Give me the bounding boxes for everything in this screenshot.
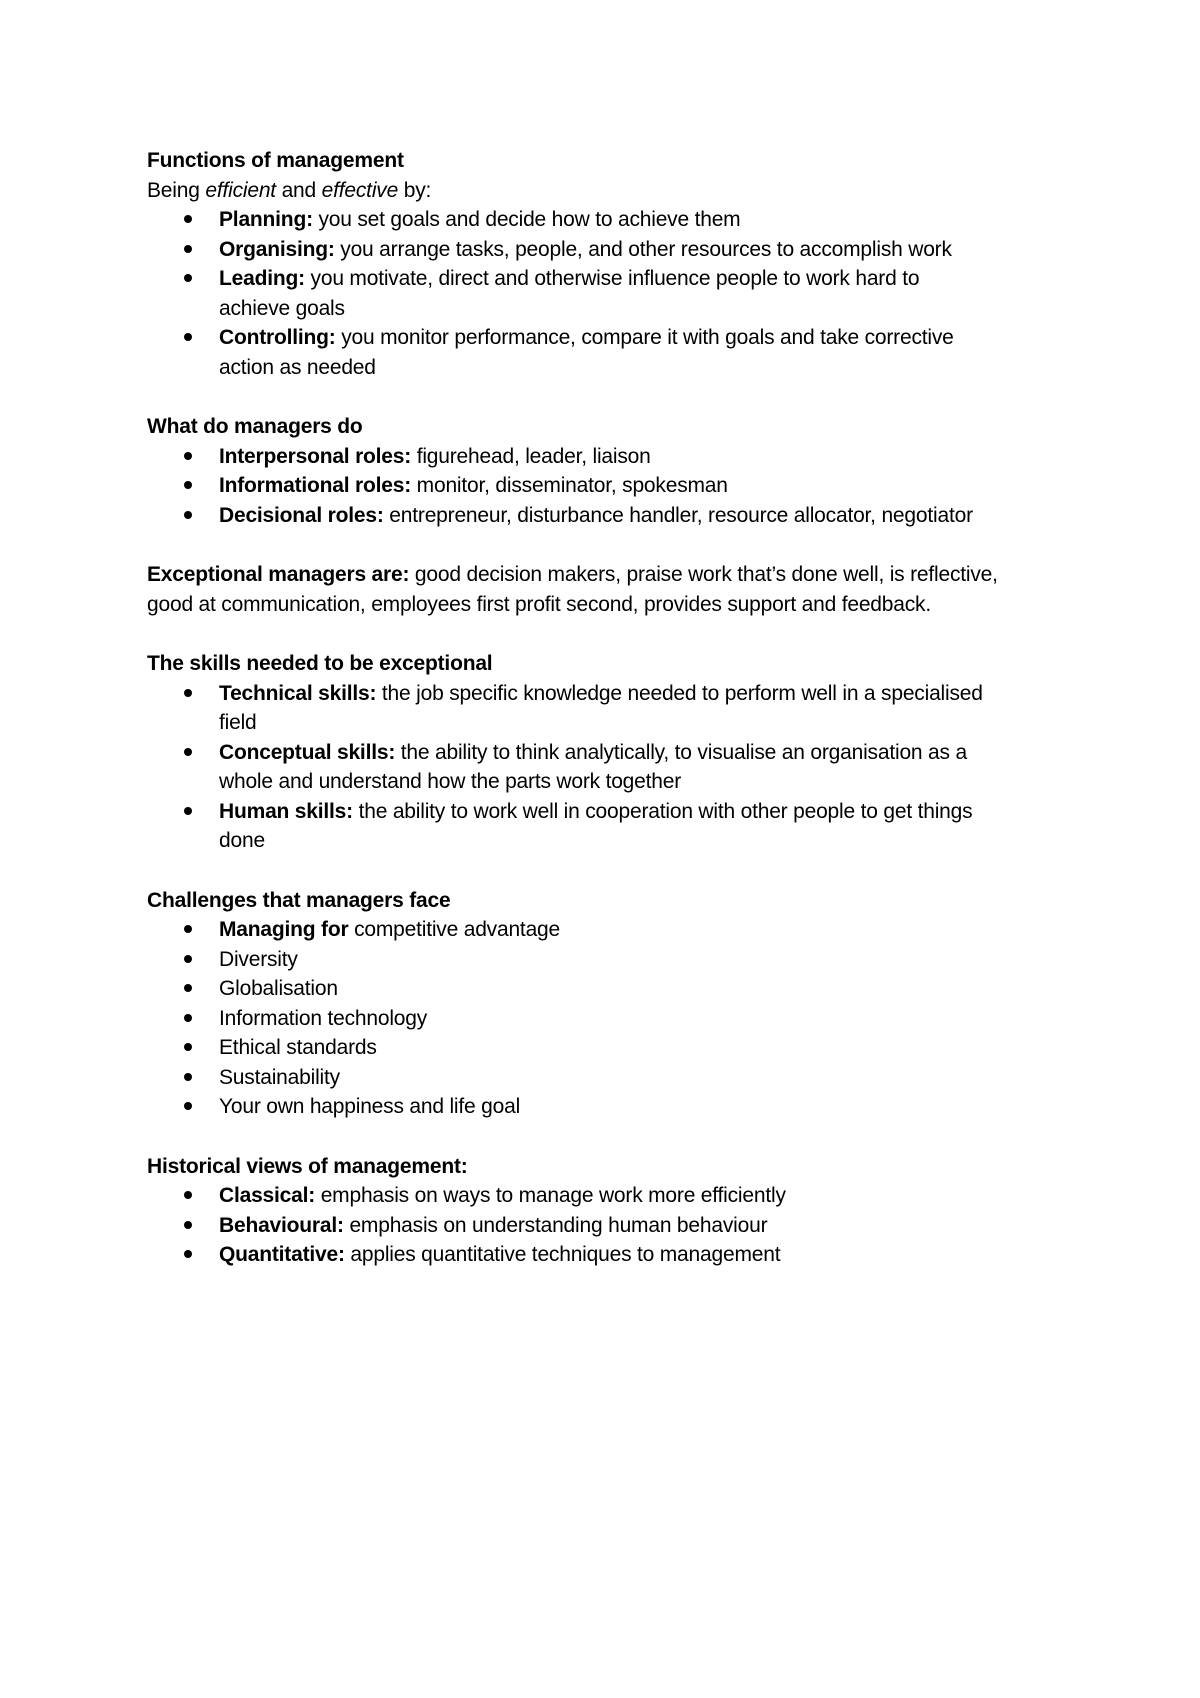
item-text-cont: action as needed — [219, 355, 376, 379]
item-text: Ethical standards — [219, 1036, 377, 1059]
item-text: emphasis on understanding human behaviour — [343, 1213, 768, 1237]
list-item — [147, 974, 1067, 1004]
paragraph-term: Exceptional managers are: — [147, 563, 410, 586]
item-text: applies quantitative techniques to management — [344, 1243, 781, 1266]
bullet-icon — [184, 748, 192, 756]
spacer — [147, 856, 1067, 886]
item-term: Leading: — [219, 267, 305, 290]
list-item — [147, 1211, 1067, 1241]
list-item — [147, 323, 1067, 382]
item-text: Sustainability — [219, 1065, 340, 1089]
intro-effective: effective — [321, 178, 399, 202]
item-text: figurehead, leader, liaison — [411, 444, 651, 468]
list-item — [147, 915, 1067, 945]
list-item — [147, 205, 1067, 235]
item-text: Your own happiness and life goal — [219, 1095, 521, 1118]
item-text: the ability to work well in cooperation with other people to get things — [352, 799, 973, 823]
list-item — [147, 501, 1067, 531]
list-item — [147, 1063, 1067, 1093]
list-item — [147, 738, 1067, 797]
item-term: Technical skills: — [219, 681, 377, 705]
item-text: you set goals and decide how to achieve them — [312, 208, 741, 231]
bullet-icon — [184, 1043, 192, 1051]
item-text: you monitor performance, compare it with goals and take corrective — [335, 326, 954, 349]
item-text-cont: field — [219, 711, 257, 734]
bullet-icon — [184, 1221, 192, 1229]
item-text-cont: done — [219, 829, 265, 852]
bullet-icon — [184, 689, 192, 697]
item-text: entrepreneur, disturbance handler, resource allocator, negotiator — [383, 503, 973, 527]
list-item — [147, 945, 1067, 975]
intro-middle: and — [275, 178, 322, 202]
item-text-cont: achieve goals — [219, 296, 345, 320]
list-item — [147, 1092, 1067, 1122]
bullet-icon — [184, 984, 192, 992]
list-item — [147, 679, 1067, 738]
bullet-icon — [184, 925, 192, 933]
item-text: monitor, disseminator, spokesman — [411, 474, 728, 497]
bullet-icon — [184, 245, 192, 253]
item-text: Globalisation — [219, 977, 338, 1000]
bullet-icon — [184, 1014, 192, 1022]
managers-do-list — [147, 442, 1067, 531]
item-text: you motivate, direct and otherwise influence people to work hard to — [304, 267, 920, 290]
bullet-icon — [184, 215, 192, 223]
item-term: Informational roles: — [219, 474, 412, 497]
list-item — [147, 1240, 1067, 1270]
paragraph-text: good decision makers, praise work that’s done well, is reflective, — [409, 563, 998, 586]
bullet-icon — [184, 452, 192, 460]
list-item — [147, 797, 1067, 856]
bullet-icon — [184, 511, 192, 519]
bullet-icon — [184, 1102, 192, 1110]
item-term: Interpersonal roles: — [219, 444, 412, 468]
item-term: Behavioural: — [219, 1213, 344, 1237]
functions-list — [147, 205, 1067, 382]
exceptional-managers-paragraph — [147, 560, 1067, 619]
spacer — [147, 619, 1067, 649]
intro-suffix: by: — [398, 178, 432, 202]
list-item — [147, 1181, 1067, 1211]
paragraph-text-cont: good at communication, employees first profit second, provides support and feedback. — [147, 592, 931, 616]
section-heading-challenges: Challenges that managers face — [147, 888, 451, 912]
item-term: Organising: — [219, 237, 335, 261]
section-heading-historical: Historical views of management: — [147, 1154, 468, 1178]
section-heading-functions: Functions of management — [147, 149, 404, 172]
functions-intro — [147, 176, 1067, 206]
bullet-icon — [184, 1073, 192, 1081]
list-item — [147, 264, 1067, 323]
challenges-list — [147, 915, 1067, 1122]
item-term: Decisional roles: — [219, 503, 384, 527]
item-term: Human skills: — [219, 799, 353, 823]
list-item — [147, 235, 1067, 265]
list-item — [147, 442, 1067, 472]
item-text: emphasis on ways to manage work more efficiently — [315, 1184, 786, 1207]
spacer — [147, 530, 1067, 560]
item-text: Diversity — [219, 947, 298, 971]
historical-list — [147, 1181, 1067, 1270]
list-item — [147, 471, 1067, 501]
item-term: Classical: — [219, 1184, 316, 1207]
item-text: competitive advantage — [348, 918, 561, 941]
document-page — [147, 146, 1067, 1270]
list-item — [147, 1004, 1067, 1034]
item-term: Conceptual skills: — [219, 740, 396, 764]
list-item — [147, 1033, 1067, 1063]
spacer — [147, 382, 1067, 412]
bullet-icon — [184, 955, 192, 963]
bullet-icon — [184, 333, 192, 341]
section-heading-managers-do: What do managers do — [147, 415, 363, 438]
item-term: Managing for — [219, 918, 349, 941]
section-heading-skills: The skills needed to be exceptional — [147, 652, 493, 675]
item-term: Planning: — [219, 208, 313, 231]
bullet-icon — [184, 274, 192, 282]
item-text-cont: whole and understand how the parts work together — [219, 770, 682, 793]
bullet-icon — [184, 481, 192, 489]
spacer — [147, 1122, 1067, 1152]
intro-prefix: Being — [147, 178, 206, 202]
bullet-icon — [184, 1250, 192, 1258]
bullet-icon — [184, 807, 192, 815]
item-term: Controlling: — [219, 326, 336, 349]
item-text: you arrange tasks, people, and other resources to accomplish work — [334, 237, 952, 261]
item-term: Quantitative: — [219, 1243, 345, 1266]
bullet-icon — [184, 1191, 192, 1199]
skills-list — [147, 679, 1067, 856]
item-text: the ability to think analytically, to visualise an organisation as a — [395, 740, 967, 764]
item-text: the job specific knowledge needed to perform well in a specialised — [376, 681, 983, 705]
intro-efficient: efficient — [205, 178, 276, 202]
item-text: Information technology — [219, 1006, 428, 1030]
